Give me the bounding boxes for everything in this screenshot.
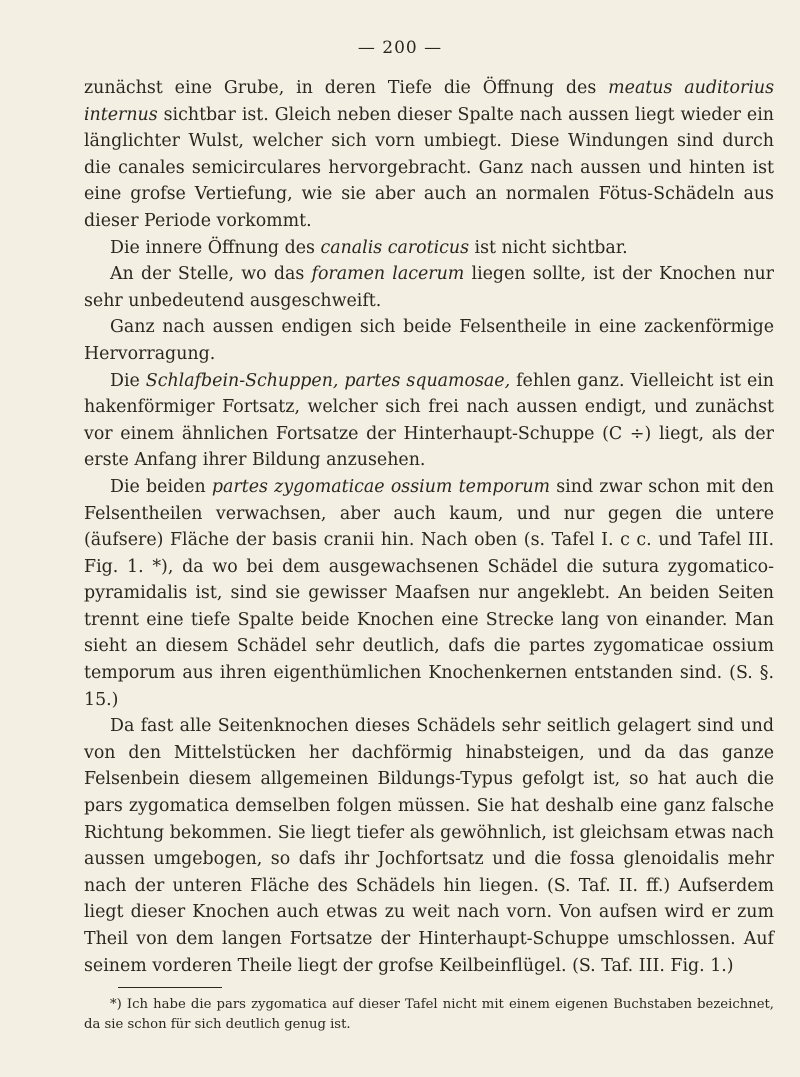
paragraph-text: ist nicht sichtbar.: [469, 237, 628, 258]
paragraph-6: [84, 474, 774, 713]
latin-term: Schlafbein-Schuppen, partes squamosae,: [145, 370, 511, 391]
paragraph-7: [84, 713, 774, 979]
latin-term: foramen lacerum: [311, 264, 465, 285]
main-text: [84, 75, 774, 979]
paragraph-text: Die: [110, 370, 146, 391]
paragraph-text: Die beiden: [110, 476, 212, 497]
paragraph-2: [84, 235, 774, 262]
latin-term: meatus auditorius internus: [84, 78, 775, 125]
paragraph-text: Da fast alle Seitenknochen dieses Schädels sehr seitlich gelagert sind und von den Mittelstücken her dachförmig hinabsteigen, und da das ganze Felsenbein diesem allgemeinen Bildungs-Typus gefolgt ist, so hat auch die pars zygomatica demselben folgen müssen. Sie hat deshalb eine ganz falsche Richtung bekommen. Sie liegt tiefer als gewöhnlich, ist gleichsam etwas nach aussen umgebogen, so dafs ihr Jochfortsatz und die fossa glenoidalis mehr nach der unteren Fläche des Schädels hin liegen. (S. Taf. II. ff.) Aufserdem liegt dieser Knochen auch etwas zu weit nach vorn. Von aufsen wird er zum Theil von dem langen Fortsatze der Hinterhaupt-Schuppe umschlossen. Auf seinem vorderen Theile liegt der grofse Keilbeinflügel. (S. Taf. III. Fig. 1.): [84, 716, 774, 976]
paragraph-text: Ganz nach aussen endigen sich beide Felsentheile in eine zackenförmige Hervorragung.: [84, 317, 774, 364]
paragraph-1: [84, 75, 774, 235]
paragraph-text: liegen sollte, ist der Knochen nur sehr unbedeutend ausgeschweift.: [84, 264, 774, 311]
latin-term: canalis caroticus: [320, 237, 470, 258]
footnote: [84, 995, 774, 1035]
latin-term: partes zygomaticae ossium temporum: [211, 476, 551, 497]
paragraph-3: [84, 261, 774, 314]
footnote-divider: [118, 987, 222, 988]
paragraph-text: An der Stelle, wo das: [110, 264, 312, 285]
footnote-text: *) Ich habe die pars zygomatica auf dieser Tafel nicht mit einem eigenen Buchstaben bezeichnet, da sie schon für sich deutlich genug ist.: [84, 997, 774, 1032]
paragraph-text: zunächst eine Grube, in deren Tiefe die Öffnung des: [84, 78, 609, 98]
paragraph-4: [84, 314, 774, 367]
paragraph-5: [84, 368, 774, 474]
paragraph-text: fehlen ganz. Vielleicht ist ein hakenförmiger Fortsatz, welcher sich frei nach aussen endigt, und zunächst vor einem ähnlichen Fortsatze der Hinterhaupt-Schuppe (C ÷) liegt, als der erste Anfang ihrer Bildung anzusehen.: [84, 370, 774, 471]
page-number-header: — 200 —: [357, 38, 443, 58]
paragraph-text: Die innere Öffnung des: [110, 237, 321, 258]
paragraph-text: sind zwar schon mit den Felsentheilen verwachsen, aber auch kaum, und nur gegen die untere (äufsere) Fläche der basis cranii hin. Nach oben (s. Tafel I. c c. und Tafel III. Fig. 1. *), da wo bei dem ausgewachsenen Schädel die sutura zygomatico-pyramidalis ist, sind sie gewisser Maafsen nur angeklebt. An beiden Seiten trennt eine tiefe Spalte beide Knochen eine Strecke lang von einander. Man sieht an diesem Schädel sehr deutlich, dafs die partes zygomaticae ossium temporum aus ihren eigenthümlichen Knochenkernen entstanden sind. (S. §. 15.): [84, 476, 774, 710]
paragraph-text: sichtbar ist. Gleich neben dieser Spalte nach aussen liegt wieder ein länglichter Wulst, welcher sich vorn umbiegt. Diese Windungen sind durch die canales semicirculares hervorgebracht. Ganz nach aussen und hinten ist eine grofse Vertiefung, wie sie aber auch an normalen Fötus-Schädeln aus dieser Periode vorkommt.: [84, 104, 774, 231]
